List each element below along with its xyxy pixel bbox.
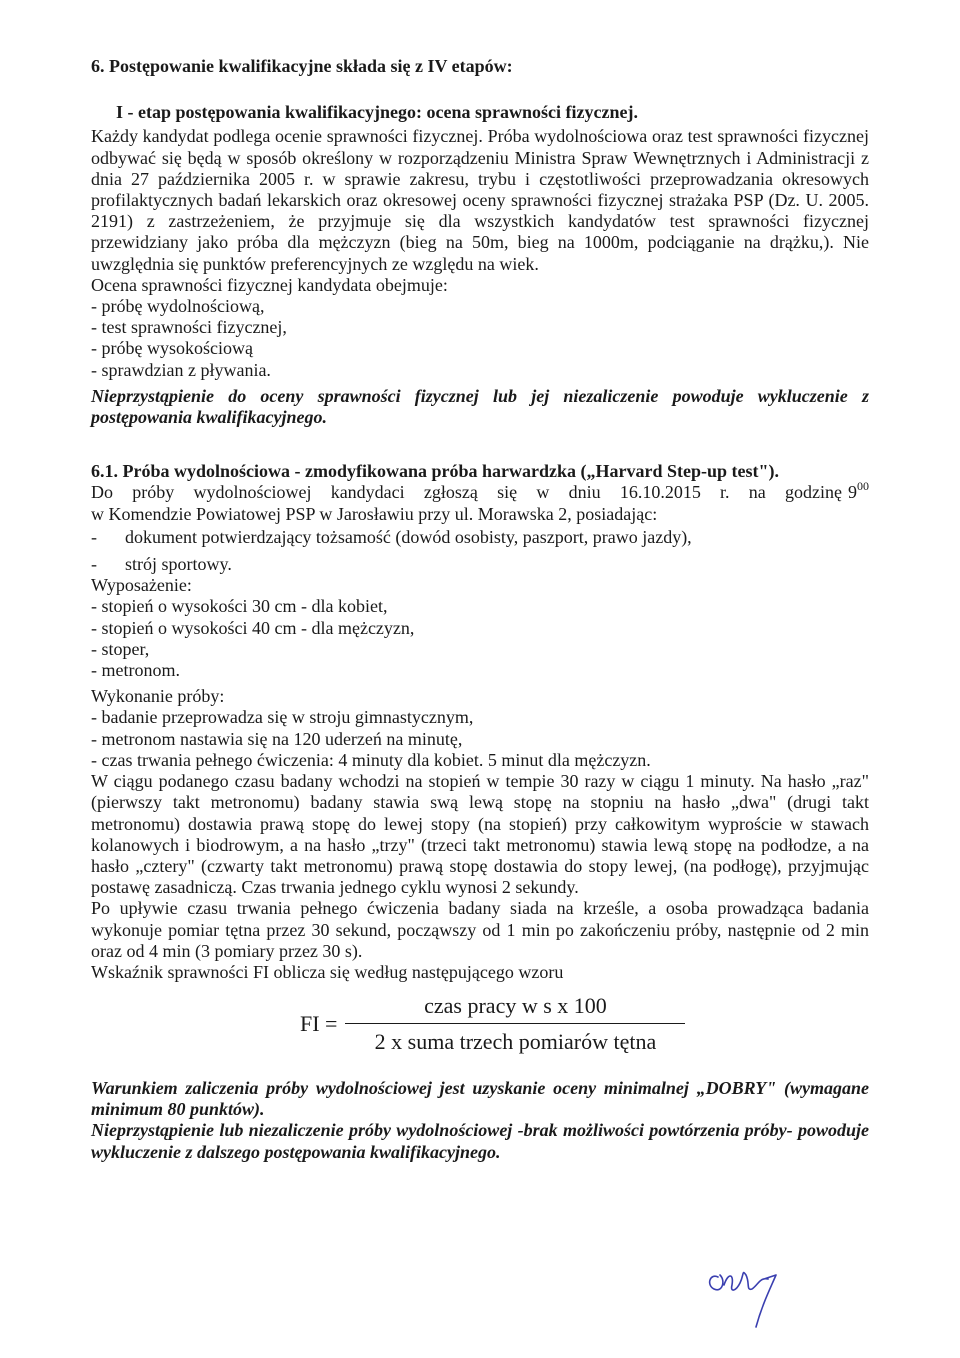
list-item: - próbę wydolnościową, <box>91 296 265 317</box>
formula-intro: Wskaźnik sprawności FI oblicza się według następującego wzoru <box>91 961 564 982</box>
execution-paragraph: Po upływie czasu trwania pełnego ćwiczenia badany siada na krześle, a osoba prowadząca badania wykonuje pomiar tętna przez 30 sekund, począwszy od 1 min po zakończeniu próby, następnie od 2 min oraz od 4 min (3 pomiary przez 30 s). <box>91 898 869 961</box>
required-items-list <box>91 527 869 575</box>
list-item: - metronom nastawia się na 120 uderzeń na minutę, <box>91 728 463 749</box>
execution-heading: Wykonanie próby: <box>91 686 225 707</box>
footer-notes <box>91 1078 869 1163</box>
appointment-text: Do próby wydolnościowej kandydaci zgłoszą się w dniu 16.10.2015 r. na godzinę <box>91 482 842 503</box>
intro-paragraph: Każdy kandydat podlega ocenie sprawności fizycznej. Próba wydolnościowa oraz test sprawności fizycznej odbywać się będą w sposób określony w rozporządzeniu Ministra Spraw Wewnętrznych i Administracji z dnia 27 października 2005 r. w sprawie zakresu, trybu i częstotliwości przeprowadzania okresowych profilaktycznych badań lekarskich oraz okresowej oceny sprawności fizycznej strażaka PSP (Dz. U. 2005. 2191) z zastrzeżeniem, że przyjmuje się dla wszystkich kandydatów test sprawności fizycznej przewidziany jako próba dla mężczyzn (bieg na 50m, bieg na 1000m, podciąganie na drążku,). Nie uwzględnia się punktów preferencyjnych ze względu na wiek. <box>91 126 869 274</box>
subsection-heading: 6.1. Próba wydolnościowa - zmodyfikowana próba harwardzka („Harvard Step-up test"). <box>91 461 779 482</box>
list-item-text: dokument potwierdzający tożsamość (dowód osobisty, paszport, prawo jazdy), <box>125 526 692 547</box>
assessment-intro: Ocena sprawności fizycznej kandydata obejmuje: <box>91 274 448 295</box>
formula-fraction <box>345 993 685 1055</box>
document-page <box>91 56 869 983</box>
list-item: - stopień o wysokości 30 cm - dla kobiet, <box>91 596 388 617</box>
list-item: - czas trwania pełnego ćwiczenia: 4 minuty dla kobiet. 5 minut dla mężczyzn. <box>91 749 651 770</box>
list-item: - test sprawności fizycznej, <box>91 317 287 338</box>
section-heading: 6. Postępowanie kwalifikacyjne składa się z IV etapów: <box>91 56 513 76</box>
dash-marker: - <box>91 554 97 575</box>
equipment-list <box>91 596 869 681</box>
minutes-superscript: 00 <box>857 479 869 494</box>
assessment-list <box>91 296 869 381</box>
exclusion-note: Nieprzystąpienie do oceny sprawności fizycznej lub jej niezaliczenie powoduje wykluczenie z postępowania kwalifikacyjnego. <box>91 385 869 428</box>
final-note: Nieprzystąpienie lub niezaliczenie próby wydolnościowej -brak możliwości powtórzenia próby- powoduje wykluczenie z dalszego postępowania kwalifikacyjnego. <box>91 1120 869 1162</box>
list-item-text: strój sportowy. <box>125 554 232 575</box>
appointment-location: w Komendzie Powiatowej PSP w Jarosławiu przy ul. Morawska 2, posiadając: <box>91 503 658 524</box>
list-item: - próbę wysokościową <box>91 338 253 359</box>
formula-lhs: FI = <box>300 1011 338 1036</box>
stage-heading: I - etap postępowania kwalifikacyjnego: ocena sprawności fizycznej. <box>116 102 638 123</box>
list-item: - badanie przeprowadza się w stroju gimnastycznym, <box>91 707 474 728</box>
dash-marker: - <box>91 526 97 547</box>
formula-numerator: czas pracy w s x 100 <box>345 993 685 1024</box>
formula-denominator: 2 x suma trzech pomiarów tętna <box>374 1029 657 1054</box>
handwritten-signature <box>700 1255 790 1335</box>
execution-paragraph: W ciągu podanego czasu badany wchodzi na stopień w tempie 30 razy w ciągu 1 minuty. Na hasło „raz" (pierwszy takt metronomu) badany stawia swą lewą stopę na stopniu na hasło „dwa" (drugi takt metronomu) dostawia prawą stopę do lewej stopy (na stopień) przy całkowitym wyproście w stawach kolanowych i biodrowym, a na hasło „trzy" (trzeci takt metronomu) stawia lewą stopę na podłodze, a na hasło „cztery" (czwarty takt metronomu) prawą stopę dostawia do stopy lewej, (na podłogę), przyjmując postawę zasadniczą. Czas trwania jednego cyklu wynosi 2 sekundy. <box>91 771 869 898</box>
list-item: - metronom. <box>91 660 180 681</box>
list-item <box>91 554 869 575</box>
hour-value: 9 <box>848 482 857 503</box>
fitness-index-formula <box>300 993 685 1055</box>
execution-list <box>91 707 869 771</box>
list-item: - stoper, <box>91 638 150 659</box>
appointment-line <box>91 479 869 503</box>
list-item <box>91 527 869 548</box>
equipment-heading: Wyposażenie: <box>91 575 192 596</box>
pass-condition: Warunkiem zaliczenia próby wydolnościowej jest uzyskanie oceny minimalnej „DOBRY" (wymagane minimum 80 punktów). <box>91 1078 869 1120</box>
list-item: - stopień o wysokości 40 cm - dla mężczyzn, <box>91 617 415 638</box>
appointment-hour <box>848 479 869 503</box>
list-item: - sprawdzian z pływania. <box>91 359 271 380</box>
